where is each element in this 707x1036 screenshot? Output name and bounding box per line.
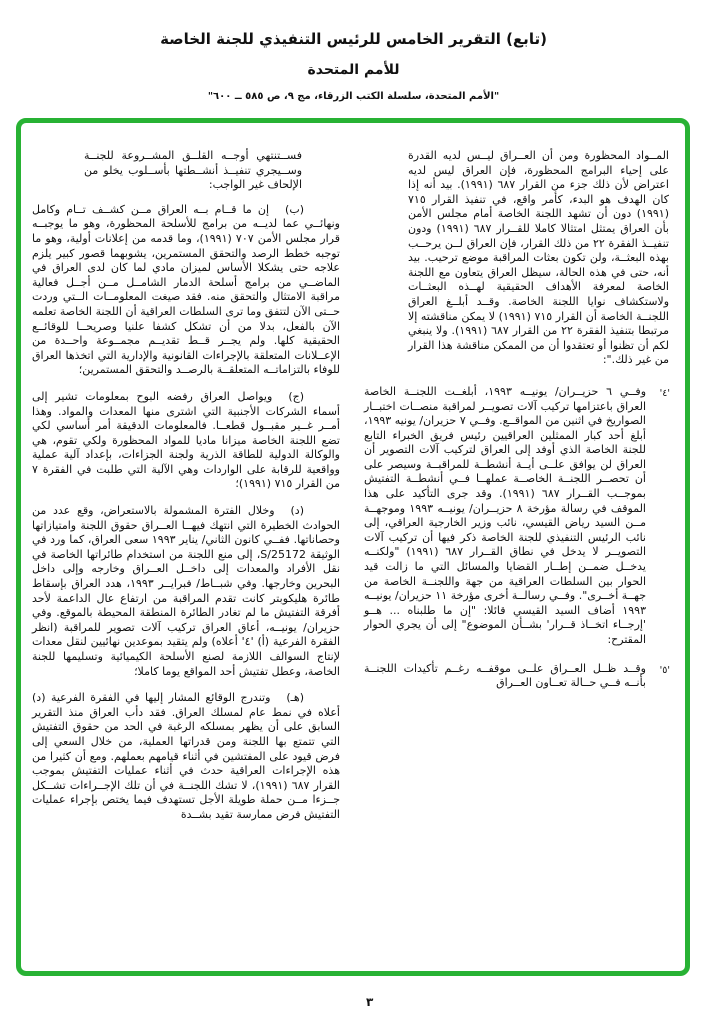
paragraph-text: وفــي ٦ حزيــران/ يونيــه ١٩٩٣، أبلغــت اللجنــة الخاصة العراق باعتزامها تركيب آلات تصويــر لمراقبة منصــات اختبــار الصواريخ في اثنين من المواقــع. وفــي ٧ حزيران/ يونيه ١٩٩٣، أبلغ أحد كبار الممثلين العراقيين رئيس فريق الخبراء التابع للجنة الخاصة الذي أوفد إلى العراق لتركيب آلات التصوير أن العراق لن يوافق علــى أيــة أنشطــة للمراقبــة وسيصر على أن تحصــر اللجنــة الخاصــة عملهــا فــي أنشطــة التفتيش بموجــب القــرار ٦٨٧ (١٩٩١). وقد جرى التأكيد على هذا الموقف في رسالة مؤرخة ٨ حزيــران/ يونيــه ١٩٩٣ وموجهــة مــن السيد رياض القيسي، نائب وزير الخارجية العراقي، إلى نائب الرئيس التنفيذي للجنة الخاصة ذكر فيها أن تركيب آلات التصويــر لا يدخل في نطاق القــرار ٦٨٧ (١٩٩١) "ولكنــه يدخــل ضمــن إطــار القضايا والمسائل التي ما زالت قيد الحوار بين السلطات العراقية من جهة واللجنــة الخاصة من جهــة أخــرى". وفــي رسالــة أخرى مؤرخة ١١ حزيران/ يونيــه ١٩٩٣ أضاف السيد القيسي قائلا: "إن ما طلبناه ... هــو 'إرجــاء اتخــاذ قــرار' بشــأن الموضوع" إلى أن يجري الحوار المقترح: — [364, 384, 647, 646]
column-right — [364, 149, 672, 823]
report-title-line2: للأمم المتحدة — [307, 62, 400, 78]
report-title-line1: (تابع) التقرير الخامس للرئيس التنفيذي للجنة الخاصة — [160, 30, 547, 48]
paragraph-label-b: (ب) — [285, 202, 304, 216]
lettered-paragraph-d — [32, 504, 340, 679]
paragraph-text: وتندرج الوقائع المشار إليها في الفقرة الفرعية (د) أعلاه في نمط عام لمسلك العراق. فقد دأب العراق منذ التقرير السابق على أن يظهر بمسلكه الرغبة في الحد من حقوق التفتيش التي تتمتع بها اللجنة ومن قدراتها العملية، من خلال السعي إلى فرض قيود على المفتشين في أثناء قيامهم بعملهم. ومع أن كثيرا من هذه الإجراءات العراقية حدث في أثناء عمليات التفتيش بموجب القرار ٦٨٧ (١٩٩١)، لا تشك اللجنــة في أن تلك الإجــراءات تشــكل جــزءا مــن حملة طويلة الأجل تستهدف فيما يختص بإجراء عمليات التفتيش فرض ممارسة تقيد بشــدة — [32, 691, 340, 821]
lettered-paragraph-h — [32, 691, 340, 822]
page-header — [0, 30, 707, 102]
paragraph-text: وخلال الفترة المشمولة بالاستعراض، وقع عدد من الحوادث الخطيرة التي انتهك فيهــا العــراق حقوق اللجنة وامتيازاتها وحصاناتها. ففــي كانون الثاني/ يناير ١٩٩٣ سعى العراق، كما ورد في الوثيقة S/25172، إلى منع اللجنة من استخدام طائراتها الخاصة في نقل الأفراد والمعدات إلى داخــل العــراق وخارجه وإلى داخل البحرين وخارجها. وفي شبــاط/ فبرايــر ١٩٩٣، هدد العراق بإسقاط طائرة هليكوبتر كانت تقدم المراقبة من ارتفاع عال الداعمة لأحد أفرقة التفتيش ما لم تغادر الطائرة المنطقة المحيطة بالموقع. وفي حزيران/ يونيــه، أعاق العراق تركيب آلات تصوير للمراقبة (انظر الفقرة الفرعية (أ) '٤' أعلاه) ولم يتقيد بموعدين نهائيين لنقل معدات لإنتاج السوالف اللازمة لصنع الأسلحة الكيميائية وتسليمها للجنة الخاصة، وعطل تفتيش أحد المواقع يوما كاملا؛ — [32, 504, 340, 678]
intro-paragraph: فســتنتهي أوجــه القلــق المشــروعة للجنــة وســيجري تنفيــذ أنشــطتها بأســلوب يخلو من الإلحاف غير الواجب: — [84, 149, 302, 192]
paragraph-marker-4: '٤' — [659, 387, 670, 399]
column-left — [32, 149, 340, 823]
content-frame — [16, 118, 690, 976]
paragraph-label-h: (هـ) — [286, 691, 304, 705]
paragraph-marker-5: '٥' — [659, 664, 670, 676]
lettered-paragraph-j — [32, 390, 340, 492]
paragraph-label-d: (د) — [290, 504, 304, 518]
two-column-text — [32, 149, 672, 823]
quote-paragraph: المــواد المحظورة ومن أن العــراق ليــس لديه القدرة على إحياء البرامج المحظورة، فإن العراق ليس لديه اعتراض لأن ذلك جزء من القرار ٦٨٧ (١٩٩١). بيد أنه إذا كان الهدف هو البدء، كأمر واقع، في تنفيذ القرار ٧١٥ (١٩٩١) دون أن تشهد اللجنة الخاصة أمام مجلس الأمن بأن العراق يمتثل امتثالا كاملا للقــرار ٦٨٧ (١٩٩١) ودون تنفيــذ الفقرة ٢٢ من ذلك القرار، فإن العراق لــن يرحــب بهذه البعثــة، ولن تكون بعثات المراقبة موضع ترحيب. بيد أنه، حتى في هذه الحالة، سيظل العراق يتعاون مع اللجنة الخاصة لمعرفة الأهداف الحقيقية لهــذه البعثــات ولاستكشاف نوايا اللجنة الخاصة. وقــد أبلــغ العراق اللجنــة الخاصة أن القرار ٧١٥ (١٩٩١) لا يمكن مناقشته إلا مرتبطا بتنفيذ الفقرة ٢٢ من القرار ٦٨٧ (١٩٩١). ولا ينبغي لكم أن تظنوا أو تعتقدوا أن من الممكن مناقشة هذا القرار من غير ذلك.": — [408, 149, 670, 367]
paragraph-text: وقــد ظــل العــراق علــى موقفــه رغــم تأكيدات اللجنــة بأنــه فــي حــالة تعــاون العــراق — [364, 661, 646, 690]
page-number: ٣ — [366, 995, 374, 1009]
paragraph-text: إن ما قــام بــه العراق مــن كشــف تــام وكامل ونهائــي عما لديــه من برامج للأسلحة المحظورة، وهو ما يوجبــه قرار مجلس الأمن ٧٠٧ (١٩٩١)، وما قدمه من إعلانات أولية، وهو ما توجبه خطط الرصد والتحقق المستمرين، يشوبهما قصور كبير يلزم علاجه حتى يشكلا الأساس لميزان مادي لما كان لدى العراق في الماضــي من برامج أسلحة الدمار الشامــل مــن أجــل فعالية مراقبة الامتثال والتحقق منه. فقد صيغت المعلومــات الــتي وردت حــتى الآن لتتفق وما ترى السلطات العراقية أن اللجنة الخاصة تعلمه الآن بالفعل، بدلا من أن تشكل كشفا علنيا وصريحــا للوقائــع الحقيقية كلها. ولم يجــر قــط تقديــم مجمــوعة واحــدة من الإعــلانات المتعلقة بالإجراءات القانونية والإدارية التي اتخذها العراق للوفاء بالتزاماتــه المتعلقــة بالرصــد والتحقق المستمرين؛ — [32, 202, 340, 377]
lettered-paragraph-b — [32, 203, 340, 378]
paragraph-text: ويواصل العراق رفضه البوح بمعلومات تشير إلى أسماء الشركات الأجنبية التي اشترى منها المعدات والمواد. وهذا أمــر غــير مقبــول قطعــا. فالمعلومات الدقيقة أمر أساسي لكي تضع اللجنة الخاصة ميزانا ماديا للمواد المحظورة ولكي تقوم، هي والوكالة الدولية للطاقة الذرية ولجنة الجزاءات، بإعداد آلية عملية وواقعية للرقابة على الواردات وهي الآلية التي طلبت في الفقرة ٧ من القرار ٧١٥ (١٩٩١)؛ — [32, 389, 340, 491]
numbered-paragraph-4 — [364, 385, 672, 648]
paragraph-label-j: (ج) — [288, 389, 304, 403]
source-citation-line: "الأمم المتحدة، سلسلة الكتب الزرقاء، مج ٩، ص ٥٨٥ ــ ٦٠٠" — [207, 91, 500, 102]
numbered-paragraph-5 — [364, 662, 672, 691]
